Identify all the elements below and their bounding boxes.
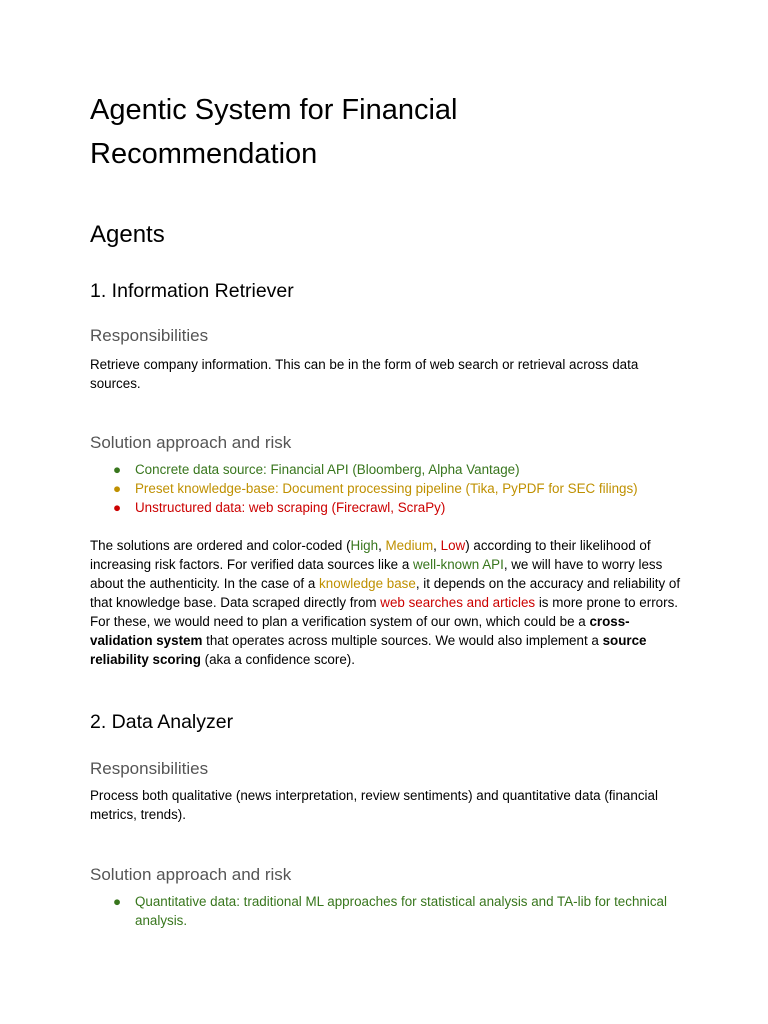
text-run: , we will have to worry less about the authenticity. In the case of a — [90, 557, 663, 591]
list-item-low — [90, 498, 686, 517]
section-heading-agents: Agents — [90, 221, 165, 248]
list-item-quantitative — [90, 892, 686, 930]
text-run: , — [433, 538, 441, 553]
text-run: that operates across multiple sources. We would also implement a — [202, 633, 603, 648]
solution-list-2 — [90, 892, 686, 930]
document-title: Agentic System for Financial Recommendation — [90, 94, 458, 170]
list-item-text: Unstructured data: web scraping (Firecrawl, ScraPy) — [135, 500, 446, 515]
web-searches-text: web searches and articles — [380, 595, 536, 610]
explanation-paragraph — [90, 536, 686, 669]
responsibilities-text-2: Process both qualitative (news interpretation, review sentiments) and quantitative data (financial metrics, trends). — [90, 788, 658, 822]
cross-validation-bold: cross-validation system — [90, 614, 630, 648]
knowledge-base-text: knowledge base — [319, 576, 416, 591]
text-run: ) according to their likelihood of increasing risk factors. For verified data sources like a — [90, 538, 651, 572]
solution-list — [90, 460, 686, 517]
well-known-api-text: well-known API — [413, 557, 504, 572]
bullet-icon: ● — [113, 500, 122, 515]
bullet-icon: ● — [113, 481, 122, 496]
solution-approach-heading: Solution approach and risk — [90, 433, 292, 452]
solution-approach-heading-2: Solution approach and risk — [90, 865, 292, 884]
bullet-icon: ● — [113, 894, 122, 909]
bullet-icon: ● — [113, 462, 122, 477]
responsibilities-text: Retrieve company information. This can be in the form of web search or retrieval across data sources. — [90, 357, 639, 391]
list-item-medium — [90, 479, 686, 498]
text-run: The solutions are ordered and color-coded ( — [90, 538, 351, 553]
list-item-text: Concrete data source: Financial API (Bloomberg, Alpha Vantage) — [135, 462, 520, 477]
label-high: High — [350, 538, 379, 553]
text-run: (aka a confidence score). — [200, 652, 355, 667]
agent-heading-information-retriever: 1. Information Retriever — [90, 280, 294, 302]
text-run: is more prone to errors. For these, we would need to plan a verification system of our own, which could be a — [90, 595, 678, 629]
list-item-text: Quantitative data: traditional ML approaches for statistical analysis and TA-lib for technical analysis. — [135, 894, 667, 928]
list-item-text: Preset knowledge-base: Document processing pipeline (Tika, PyPDF for SEC filings) — [135, 481, 638, 496]
list-item-high — [90, 460, 686, 479]
responsibilities-heading-2: Responsibilities — [90, 759, 209, 778]
label-medium: Medium — [385, 538, 434, 553]
label-low: Low — [440, 538, 466, 553]
responsibilities-heading: Responsibilities — [90, 326, 209, 345]
source-reliability-bold: source reliability scoring — [90, 633, 647, 667]
agent-heading-data-analyzer: 2. Data Analyzer — [90, 711, 234, 733]
text-run: , it depends on the accuracy and reliability of that knowledge base. Data scraped directly from — [90, 576, 681, 610]
text-run: , — [378, 538, 386, 553]
